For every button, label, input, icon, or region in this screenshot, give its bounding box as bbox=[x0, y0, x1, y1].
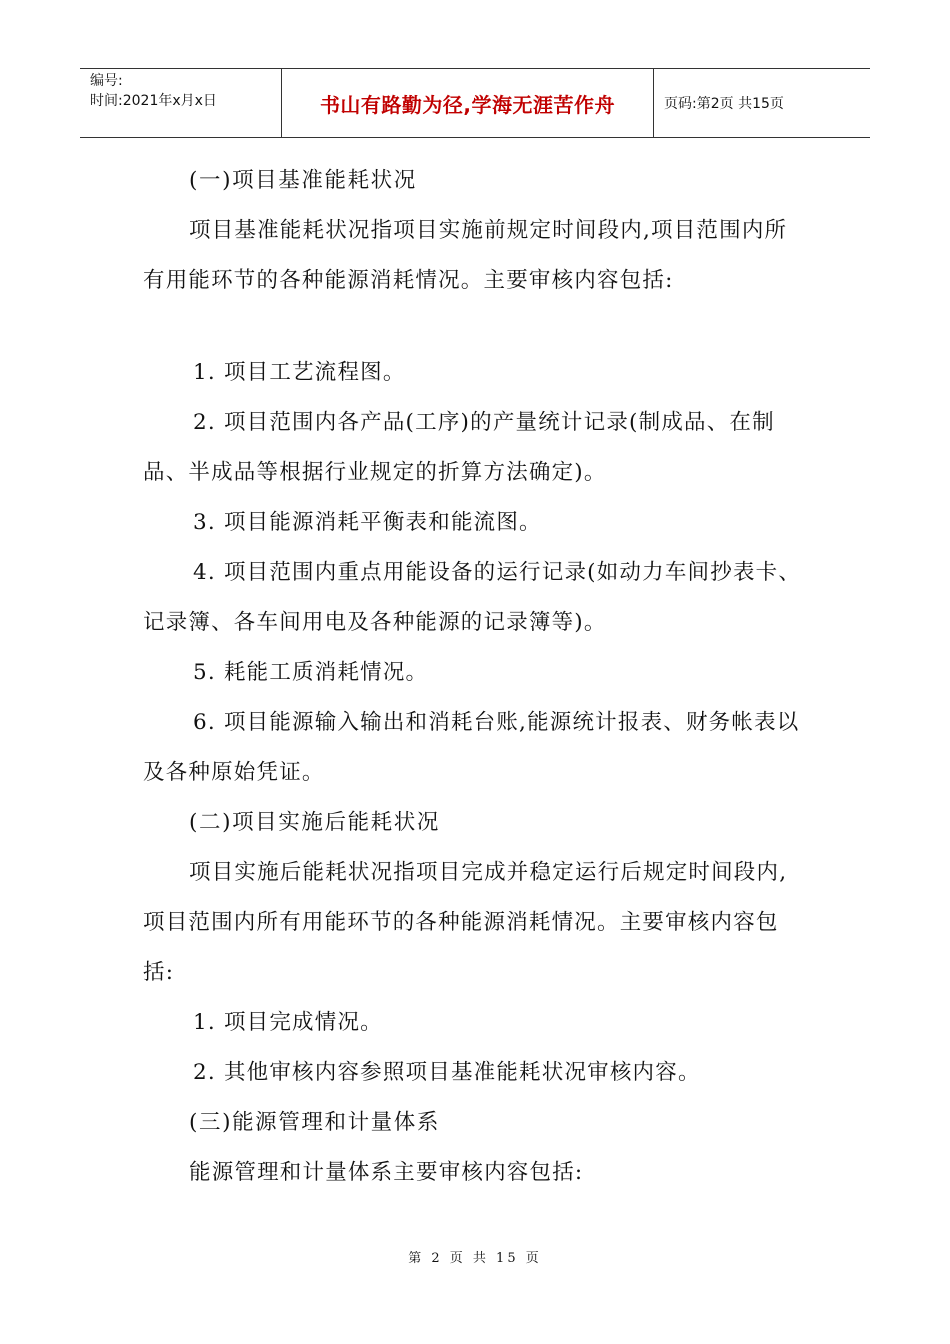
document-time-label: 时间:2021年x月x日 bbox=[90, 93, 217, 109]
paragraph-gap bbox=[143, 306, 808, 348]
document-header bbox=[80, 68, 870, 138]
paragraph: 能源管理和计量体系主要审核内容包括: bbox=[189, 1160, 584, 1185]
list-item: 5. 耗能工质消耗情况。 bbox=[193, 660, 429, 685]
list-item: 6. 项目能源输入输出和消耗台账,能源统计报表、财务帐表以及各种原始凭证。 bbox=[143, 710, 800, 785]
list-item: 1. 项目完成情况。 bbox=[193, 1010, 383, 1035]
list-item: 3. 项目能源消耗平衡表和能流图。 bbox=[193, 510, 542, 535]
header-middle-cell bbox=[282, 69, 654, 137]
list-item: 2. 项目范围内各产品(工序)的产量统计记录(制成品、在制品、半成品等根据行业规定的折算方法确定)。 bbox=[143, 410, 775, 485]
header-right-cell bbox=[654, 69, 870, 137]
header-motto: 书山有路勤为径,学海无涯苦作舟 bbox=[319, 92, 616, 117]
section-heading: (二)项目实施后能耗状况 bbox=[189, 810, 440, 835]
page-footer: 第 2 页 共 15 页 bbox=[408, 1251, 542, 1266]
section-heading: (三)能源管理和计量体系 bbox=[189, 1110, 440, 1135]
paragraph: 项目实施后能耗状况指项目完成并稳定运行后规定时间段内,项目范围内所有用能环节的各种能源消耗情况。主要审核内容包括: bbox=[143, 860, 788, 985]
document-number-label: 编号: bbox=[90, 73, 123, 89]
paragraph: 项目基准能耗状况指项目实施前规定时间段内,项目范围内所有用能环节的各种能源消耗情况。主要审核内容包括: bbox=[143, 218, 788, 293]
header-left-cell bbox=[80, 69, 282, 137]
document-body bbox=[143, 156, 808, 1198]
list-item: 1. 项目工艺流程图。 bbox=[193, 360, 406, 385]
header-page-info: 页码:第2页 共15页 bbox=[664, 96, 784, 112]
section-heading: (一)项目基准能耗状况 bbox=[189, 168, 417, 193]
list-item: 4. 项目范围内重点用能设备的运行记录(如动力车间抄表卡、记录簿、各车间用电及各种能源的记录簿等)。 bbox=[143, 560, 802, 635]
list-item: 2. 其他审核内容参照项目基准能耗状况审核内容。 bbox=[193, 1060, 701, 1085]
